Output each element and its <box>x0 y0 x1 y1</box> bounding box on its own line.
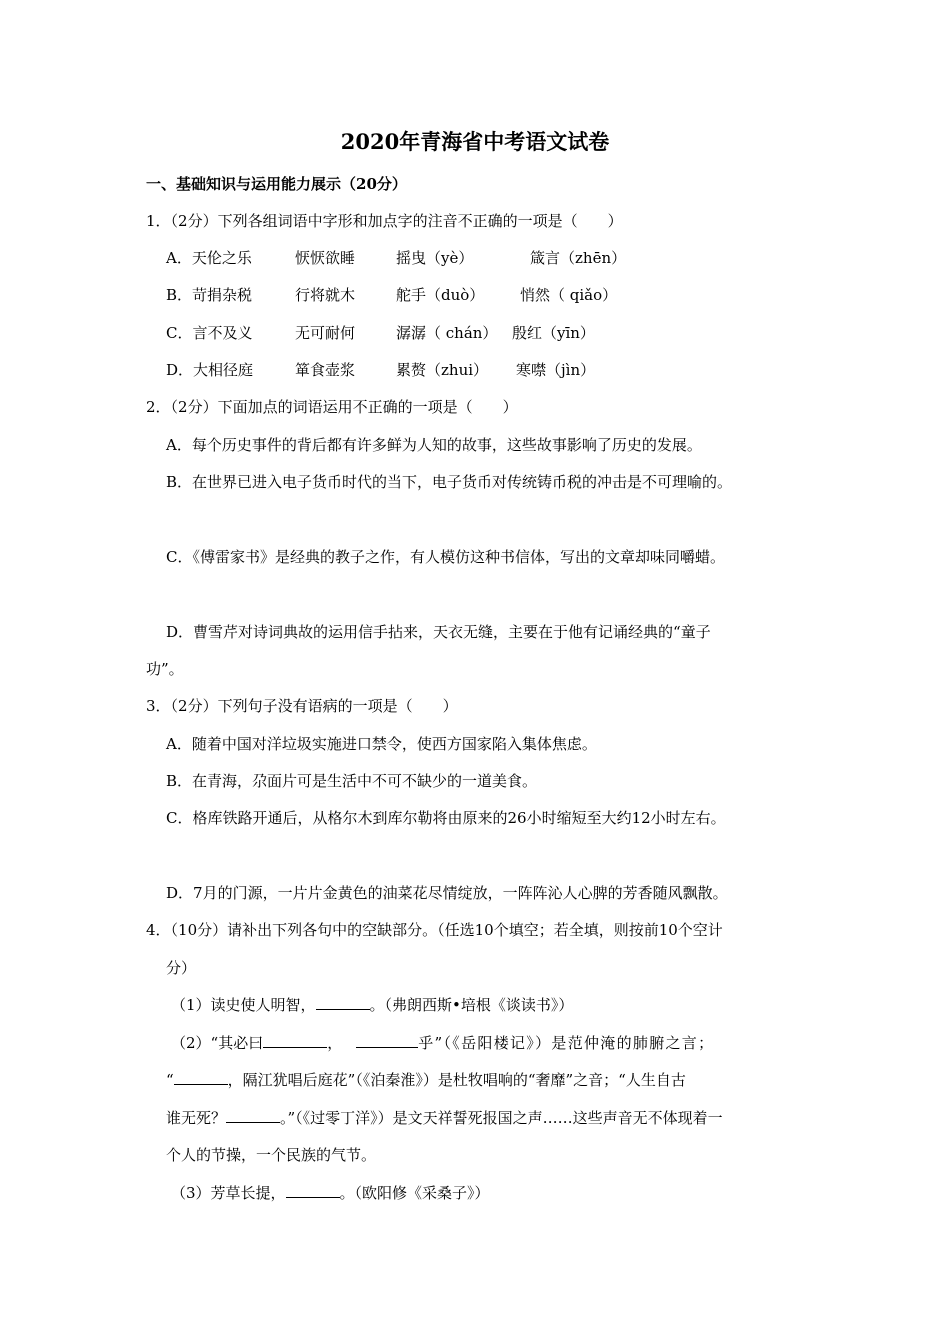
option-c-word-3: 潺潺（ chán） <box>396 324 498 342</box>
question-2-stem: 2．（2分）下面加点的词语运用不正确的一项是（ ） <box>146 398 518 416</box>
fill-blank[interactable] <box>263 1033 327 1048</box>
question-4-item-2 <box>171 1033 714 1053</box>
question-3-option-d: D．7月的门源，一片片金黄色的油菜花尽情绽放，一阵阵沁人心脾的芳香随风飘散。 <box>166 884 728 902</box>
question-3-stem: 3．（2分）下列句子没有语病的一项是（ ） <box>146 697 458 715</box>
question-4-item-2-line-3 <box>166 1108 723 1128</box>
item-3-prefix: （3）芳草长提， <box>171 1184 286 1202</box>
item-2-line-2-suffix: ，隔江犹唱后庭花”（《泊秦淮》）是杜牧唱响的“奢靡”之音；“人生自古 <box>227 1071 686 1089</box>
option-d-word-3: 累赘（zhui） <box>396 361 489 379</box>
fill-blank[interactable] <box>286 1183 340 1198</box>
option-c-word-2: 无可耐何 <box>295 324 356 342</box>
question-4-item-3 <box>171 1183 490 1203</box>
question-3-option-a: A．随着中国对洋垃圾实施进口禁令，使西方国家陷入集体焦虑。 <box>166 735 597 753</box>
option-a-word-4: 箴言（zhēn） <box>530 249 627 267</box>
question-2-option-a: A．每个历史事件的背后都有许多鲜为人知的故事，这些故事影响了历史的发展。 <box>166 436 702 454</box>
question-4-stem-cont: 分） <box>166 959 197 977</box>
item-1-prefix: （1）读史使人明智， <box>171 996 316 1014</box>
page-title: 2020年青海省中考语文试卷 <box>340 129 610 154</box>
item-2-line-3-suffix: 。”（《过零丁洋》）是文天祥誓死报国之声……这些声音无不体现着一 <box>280 1109 723 1127</box>
option-b-word-4: 悄然（ qiǎo） <box>520 286 618 304</box>
question-1-stem: 1．（2分）下列各组词语中字形和加点字的注音不正确的一项是（ ） <box>146 212 623 230</box>
option-d-word-2: 箪食壶浆 <box>295 361 356 379</box>
option-b-word-3: 舵手（duò） <box>396 286 485 304</box>
question-2-option-c: C．《傅雷家书》是经典的教子之作，有人模仿这种书信体，写出的文章却味同嚼蜡。 <box>166 548 725 566</box>
item-2-comma: ， <box>327 1034 343 1052</box>
option-a-word-1: A．天伦之乐 <box>166 249 252 267</box>
option-c-word-1: C．言不及义 <box>166 324 253 342</box>
option-c-word-4: 殷红（yīn） <box>512 324 595 342</box>
question-2-option-d: D．曹雪芹对诗词典故的运用信手拈来，天衣无缝，主要在于他有记诵经典的“童子 <box>166 623 711 641</box>
question-2-option-d-cont: 功”。 <box>146 660 184 678</box>
item-2-line-1-suffix: 乎”（《岳阳楼记》）是范仲淹的肺腑之言； <box>418 1034 715 1052</box>
question-4-item-2-line-4: 个人的节操，一个民族的气节。 <box>166 1146 377 1164</box>
open-quote: “ <box>166 1071 174 1089</box>
option-b-word-1: B．苛捐杂税 <box>166 286 253 304</box>
item-2-prefix: （2）“其必曰 <box>171 1034 264 1052</box>
question-4-item-1 <box>171 995 573 1015</box>
fill-blank[interactable] <box>356 1033 418 1048</box>
fill-blank[interactable] <box>226 1108 280 1123</box>
question-2-option-b: B．在世界已进入电子货币时代的当下，电子货币对传统铸币税的冲击是不可理喻的。 <box>166 473 733 491</box>
option-d-word-4: 寒噤（jìn） <box>516 361 596 379</box>
option-a-word-2: 恹恹欲睡 <box>295 249 356 267</box>
option-a-word-3: 摇曳（yè） <box>396 249 474 267</box>
item-3-suffix: 。（欧阳修《采桑子》） <box>339 1184 490 1202</box>
fill-blank[interactable] <box>174 1070 228 1085</box>
fill-blank[interactable] <box>316 995 370 1010</box>
question-3-option-b: B．在青海，尕面片可是生活中不可不缺少的一道美食。 <box>166 772 538 790</box>
option-d-word-1: D．大相径庭 <box>166 361 254 379</box>
option-b-word-2: 行将就木 <box>295 286 356 304</box>
section-heading: 一、基础知识与运用能力展示（20分） <box>146 175 407 193</box>
question-4-stem: 4．（10分）请补出下列各句中的空缺部分。（任选10个填空；若全填，则按前10个空计 <box>146 921 723 939</box>
item-2-line-3-prefix: 谁无死？ <box>166 1109 227 1127</box>
question-3-option-c: C．格库铁路开通后，从格尔木到库尔勒将由原来的26小时缩短至大约12小时左右。 <box>166 809 726 827</box>
question-4-item-2-line-2 <box>166 1070 686 1090</box>
item-1-suffix: 。（弗朗西斯•培根《谈读书》） <box>369 996 574 1014</box>
